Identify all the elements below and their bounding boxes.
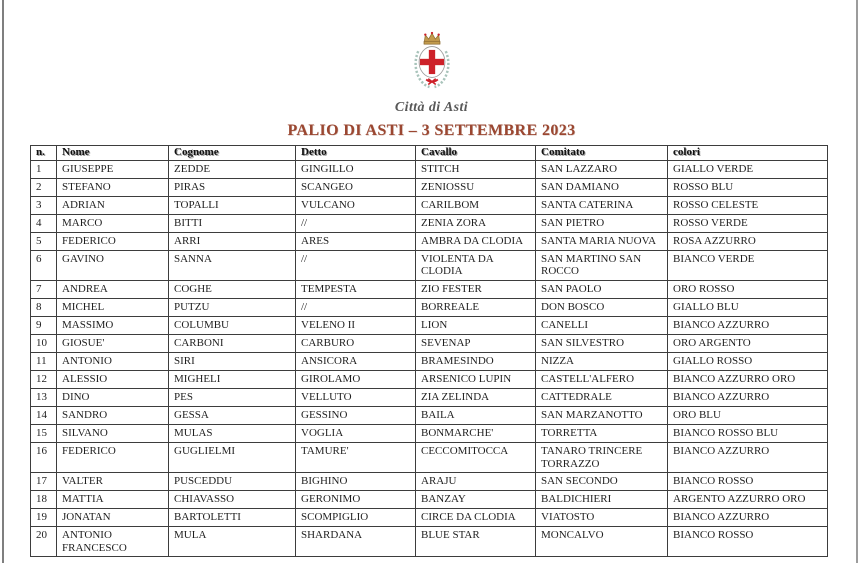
table-cell: PUSCEDDU [169,473,296,491]
palio-riders-table [30,145,828,557]
table-cell: 8 [31,298,57,316]
table-cell: BIANCO AZZURRO [668,509,828,527]
table-cell: CASTELL'ALFERO [536,370,668,388]
table-cell: SAN SILVESTRO [536,334,668,352]
table-cell: COGHE [169,280,296,298]
table-cell: ALESSIO [57,370,169,388]
table-row [31,388,828,406]
crown-icon [424,32,440,44]
table-cell: BIANCO AZZURRO [668,388,828,406]
table-cell: CHIAVASSO [169,491,296,509]
table-cell: TOPALLI [169,196,296,214]
table-row [31,298,828,316]
table-cell: // [296,298,416,316]
table-row [31,316,828,334]
table-cell: GIALLO VERDE [668,160,828,178]
table-cell: NIZZA [536,352,668,370]
table-cell: FEDERICO [57,442,169,472]
table-cell: 12 [31,370,57,388]
table-cell: CATTEDRALE [536,388,668,406]
table-cell: CARBONI [169,334,296,352]
table-cell: GIALLO ROSSO [668,352,828,370]
table-cell: SAN PAOLO [536,280,668,298]
table-cell: SANTA MARIA NUOVA [536,232,668,250]
table-cell: BIANCO ROSSO [668,527,828,557]
table-cell: 5 [31,232,57,250]
table-cell: BIGHINO [296,473,416,491]
table-cell: BIANCO AZZURRO [668,442,828,472]
table-cell: CIRCE DA CLODIA [416,509,536,527]
table-cell: VELLUTO [296,388,416,406]
table-cell: VOGLIA [296,424,416,442]
table-cell: FEDERICO [57,232,169,250]
table-cell: ROSA AZZURRO [668,232,828,250]
table-cell: ZENIOSSU [416,178,536,196]
page-edge-right-line [856,0,858,563]
table-cell: BIANCO AZZURRO ORO [668,370,828,388]
table-cell: SAN MARZANOTTO [536,406,668,424]
table-header-row [31,146,828,161]
table-cell: ANTONIO [57,352,169,370]
table-cell: 3 [31,196,57,214]
table-cell: VIATOSTO [536,509,668,527]
table-row [31,160,828,178]
table-cell: ARGENTO AZZURRO ORO [668,491,828,509]
table-row [31,352,828,370]
table-cell: // [296,214,416,232]
table-cell: BRAMESINDO [416,352,536,370]
table-cell: CARILBOM [416,196,536,214]
table-cell: VULCANO [296,196,416,214]
table-row [31,232,828,250]
table-cell: PES [169,388,296,406]
table-cell: ORO ROSSO [668,280,828,298]
table-cell: ORO ARGENTO [668,334,828,352]
column-header-nome: Nome [57,146,169,161]
page-edge-left-line [2,0,4,563]
table-cell: MICHEL [57,298,169,316]
table-cell: BITTI [169,214,296,232]
table-cell: 7 [31,280,57,298]
table-cell: MONCALVO [536,527,668,557]
table-cell: ANDREA [57,280,169,298]
logo-caption: Città di Asti [394,100,469,115]
table-cell: SAN MARTINO SAN ROCCO [536,250,668,280]
page-title: PALIO DI ASTI – 3 SETTEMBRE 2023 [287,122,576,139]
table-cell: STITCH [416,160,536,178]
table-cell: 13 [31,388,57,406]
table-row [31,196,828,214]
table-cell: ROSSO CELESTE [668,196,828,214]
table-cell: ORO BLU [668,406,828,424]
table-cell: BLUE STAR [416,527,536,557]
table-cell: GINGILLO [296,160,416,178]
table-cell: BARTOLETTI [169,509,296,527]
table-cell: TEMPESTA [296,280,416,298]
table-cell: TORRETTA [536,424,668,442]
table-cell: 11 [31,352,57,370]
table-cell: 6 [31,250,57,280]
table-cell: ARES [296,232,416,250]
table-cell: GIUSEPPE [57,160,169,178]
table-cell: BONMARCHE' [416,424,536,442]
table-row [31,334,828,352]
table-cell: 18 [31,491,57,509]
table-cell: MULA [169,527,296,557]
table-cell: BORREALE [416,298,536,316]
table-cell: ZENIA ZORA [416,214,536,232]
table-cell: SANDRO [57,406,169,424]
table-cell: ZIO FESTER [416,280,536,298]
table-cell: CARBURO [296,334,416,352]
table-cell: SAN PIETRO [536,214,668,232]
table-cell: LION [416,316,536,334]
table-cell: ARRI [169,232,296,250]
table-cell: MATTIA [57,491,169,509]
table-cell: GIALLO BLU [668,298,828,316]
table-cell: AMBRA DA CLODIA [416,232,536,250]
table-cell: BIANCO VERDE [668,250,828,280]
column-header-cavallo: Cavallo [416,146,536,161]
table-cell: ZIA ZELINDA [416,388,536,406]
column-header-colori: colori [668,146,828,161]
table-cell: 19 [31,509,57,527]
column-header-n: n. [31,146,57,161]
table-row [31,406,828,424]
table-cell: SANTA CATERINA [536,196,668,214]
table-cell: VELENO II [296,316,416,334]
table-cell: // [296,250,416,280]
table-cell: 1 [31,160,57,178]
table-cell: GUGLIELMI [169,442,296,472]
table-cell: CECCOMITOCCA [416,442,536,472]
table-cell: DON BOSCO [536,298,668,316]
table-cell: SCANGEO [296,178,416,196]
table-cell: 17 [31,473,57,491]
table-row [31,214,828,232]
table-cell: GESSA [169,406,296,424]
column-header-detto: Detto [296,146,416,161]
table-cell: PUTZU [169,298,296,316]
table-cell: ARSENICO LUPIN [416,370,536,388]
table-cell: ANSICORA [296,352,416,370]
table-cell: MULAS [169,424,296,442]
table-cell: SAN LAZZARO [536,160,668,178]
ribbon-icon [426,79,438,85]
table-cell: GERONIMO [296,491,416,509]
table-cell: GIOSUE' [57,334,169,352]
table-cell: SHARDANA [296,527,416,557]
table-cell: 4 [31,214,57,232]
table-cell: 10 [31,334,57,352]
table-cell: 15 [31,424,57,442]
table-row [31,491,828,509]
column-header-cognome: Cognome [169,146,296,161]
table-cell: SCOMPIGLIO [296,509,416,527]
table-cell: 16 [31,442,57,472]
document-header [0,0,863,140]
table-cell: BALDICHIERI [536,491,668,509]
table-cell: TAMURE' [296,442,416,472]
table-cell: ZEDDE [169,160,296,178]
table-cell: SANNA [169,250,296,280]
table-cell: GIROLAMO [296,370,416,388]
table-cell: TANARO TRINCERE TORRAZZO [536,442,668,472]
table-row [31,370,828,388]
table-cell: SIRI [169,352,296,370]
table-cell: ANTONIO FRANCESCO [57,527,169,557]
table-cell: BANZAY [416,491,536,509]
table-cell: PIRAS [169,178,296,196]
table-row [31,442,828,472]
table-cell: COLUMBU [169,316,296,334]
citta-di-asti-crest-icon [407,30,457,94]
table-row [31,473,828,491]
table-cell: SILVANO [57,424,169,442]
table-cell: SEVENAP [416,334,536,352]
table-row [31,424,828,442]
table-cell: GAVINO [57,250,169,280]
table-row [31,527,828,557]
table-cell: ADRIAN [57,196,169,214]
table-cell: MIGHELI [169,370,296,388]
table-cell: DINO [57,388,169,406]
table-cell: 20 [31,527,57,557]
table-cell: SAN DAMIANO [536,178,668,196]
table-cell: BIANCO ROSSO BLU [668,424,828,442]
table-cell: STEFANO [57,178,169,196]
table-cell: 9 [31,316,57,334]
table-cell: ROSSO VERDE [668,214,828,232]
table-cell: BIANCO ROSSO [668,473,828,491]
table-row [31,178,828,196]
table-cell: MARCO [57,214,169,232]
table-cell: ROSSO BLU [668,178,828,196]
column-header-comitato: Comitato [536,146,668,161]
table-cell: BIANCO AZZURRO [668,316,828,334]
table-cell: VALTER [57,473,169,491]
table-cell: 14 [31,406,57,424]
table-cell: JONATAN [57,509,169,527]
table-cell: BAILA [416,406,536,424]
table-cell: 2 [31,178,57,196]
table-row [31,280,828,298]
table-cell: SAN SECONDO [536,473,668,491]
table-cell: MASSIMO [57,316,169,334]
table-row [31,509,828,527]
table-cell: GESSINO [296,406,416,424]
table-row [31,250,828,280]
table-cell: VIOLENTA DA CLODIA [416,250,536,280]
table-cell: CANELLI [536,316,668,334]
table-cell: ARAJU [416,473,536,491]
